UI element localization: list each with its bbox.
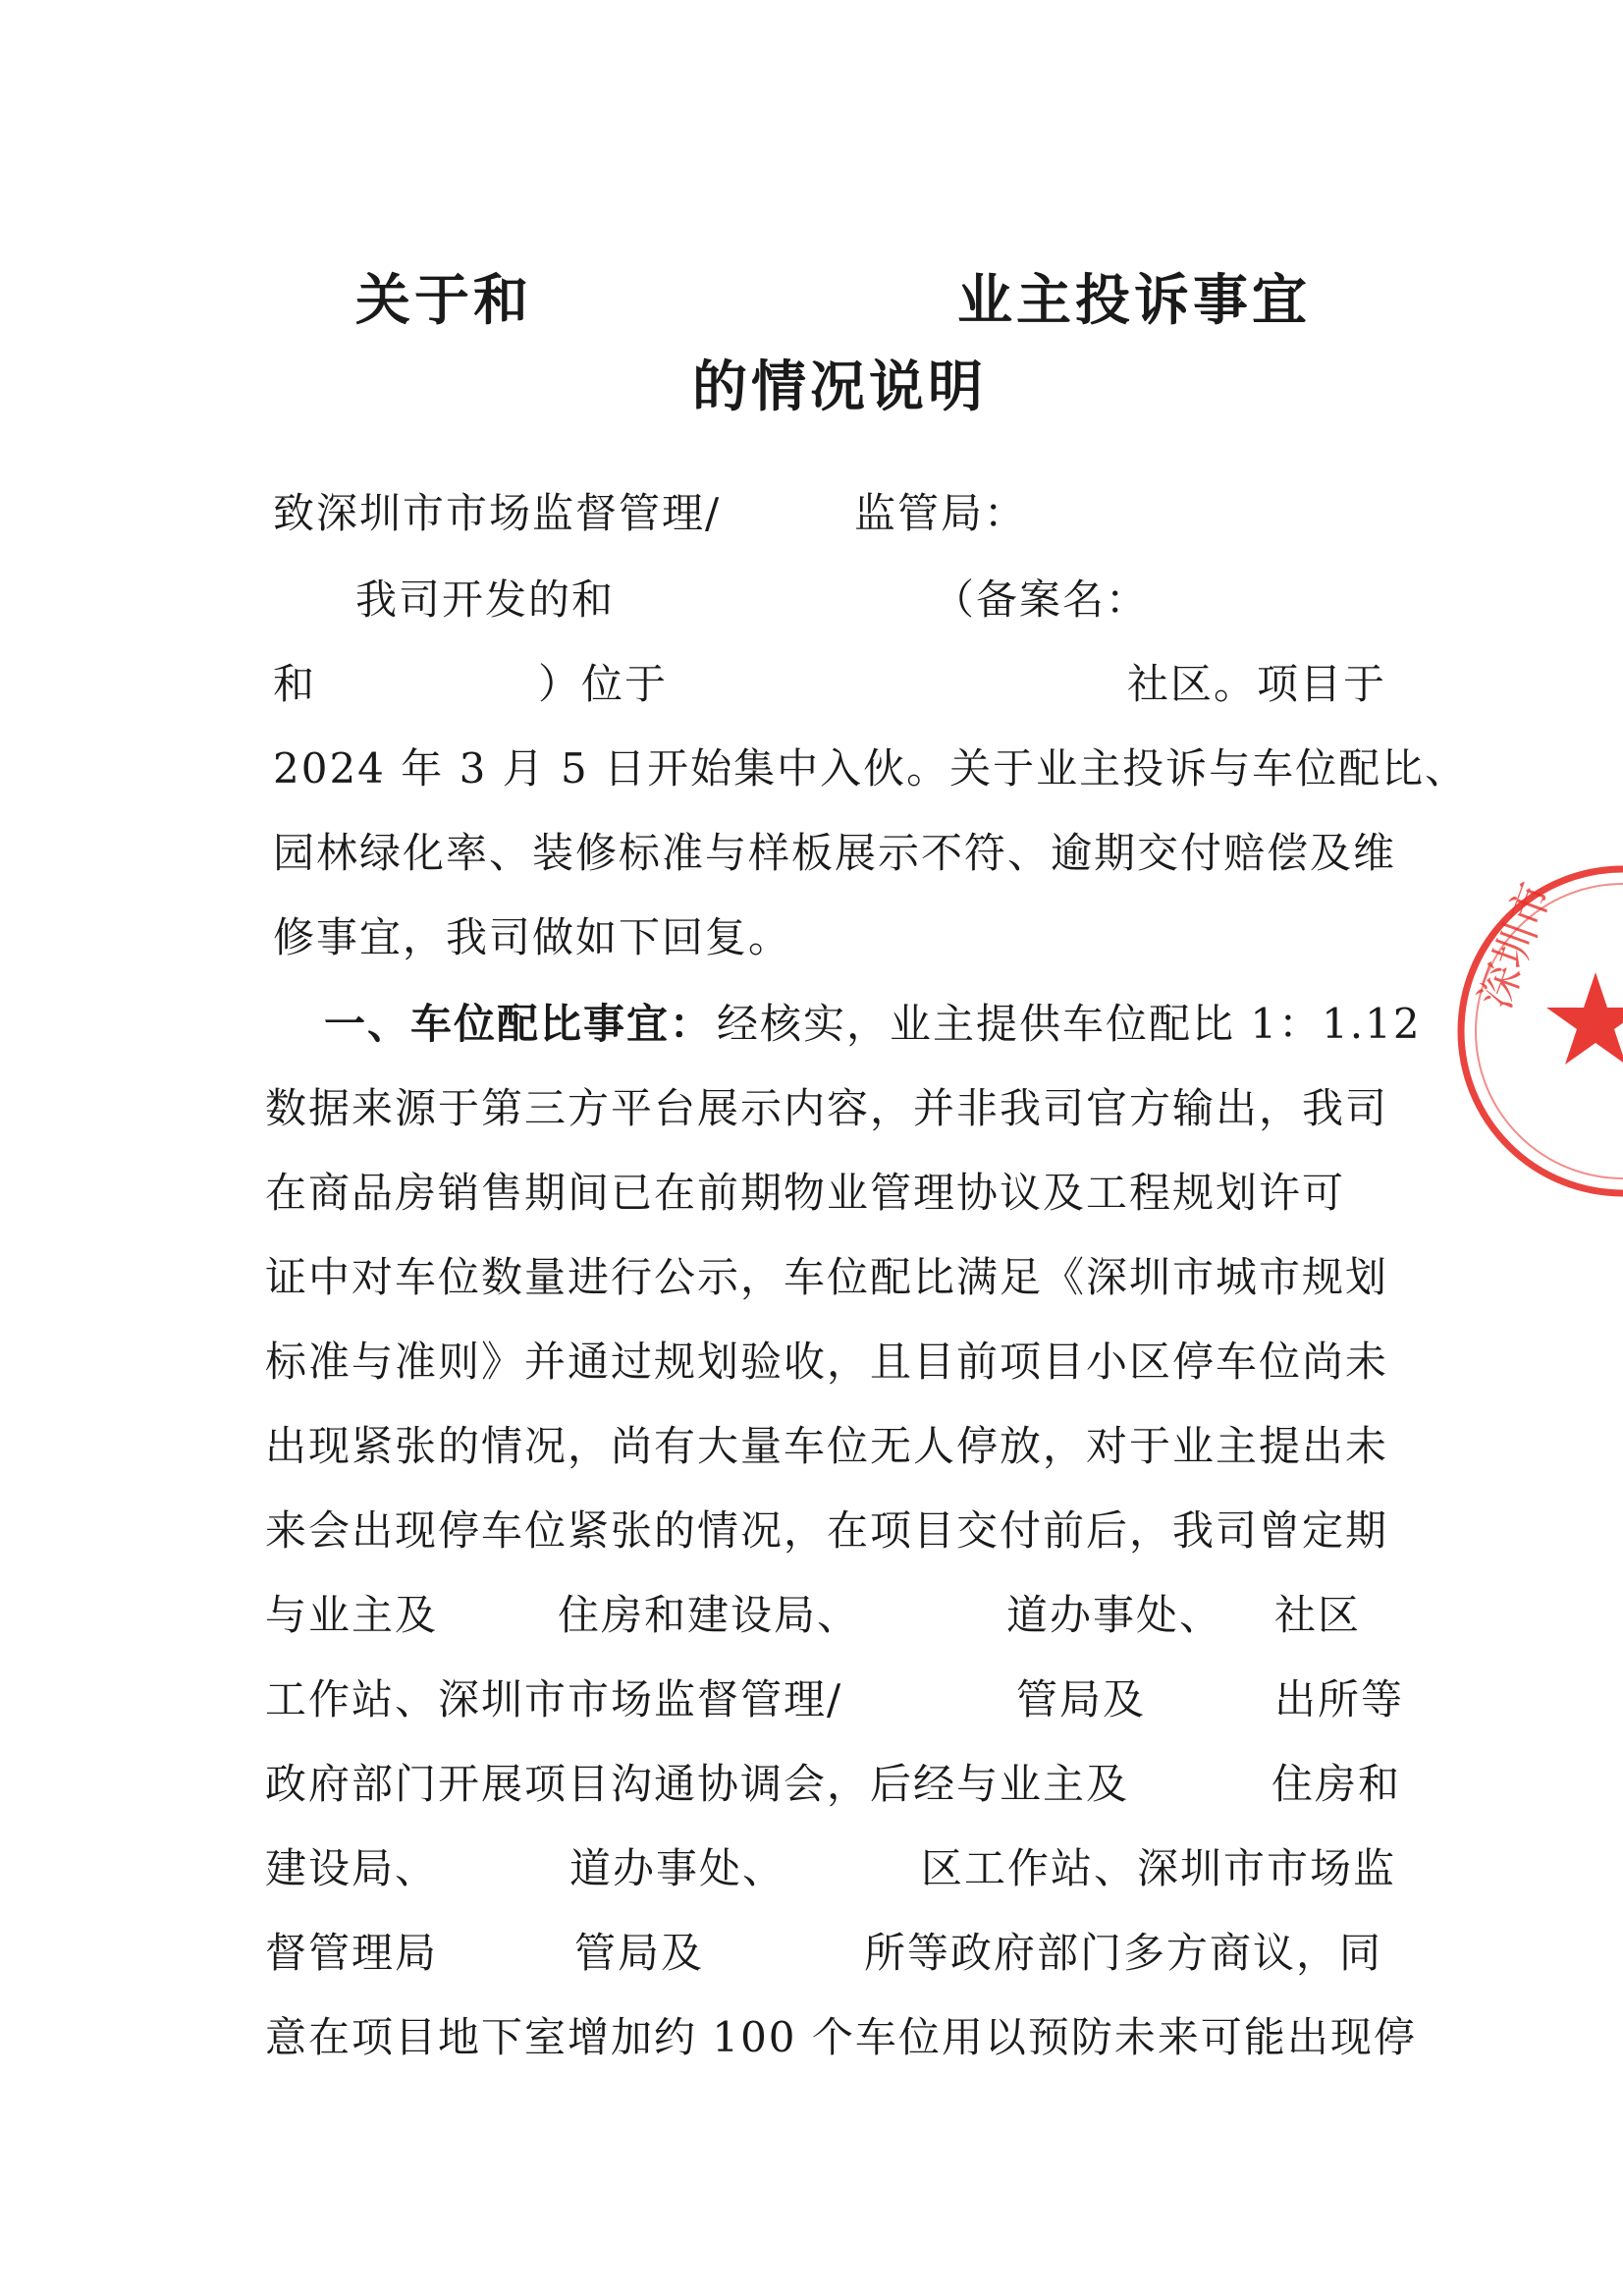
- section1-line9-c: 出所等: [1274, 1675, 1405, 1723]
- title-line2: 的情况说明: [692, 355, 987, 419]
- para1-line4: 修事宜，我司做如下回复。: [273, 913, 792, 961]
- section1-line10-a: 政府部门开展项目沟通协调会，后经与业主及: [265, 1760, 1130, 1808]
- section1-line9-a: 工作站、深圳市市场监督管理/: [265, 1675, 843, 1723]
- seal-text: 深圳市: [1470, 876, 1562, 1015]
- addressee-left: 致深圳市市场监督管理/: [273, 489, 722, 537]
- section1-line12-a: 督管理局: [265, 1929, 439, 1977]
- section1-line1: 经核实，业主提供车位配比 1：1.12: [717, 1000, 1422, 1048]
- seal-star-icon: [1546, 972, 1623, 1065]
- section1-line2: 数据来源于第三方平台展示内容，并非我司官方输出，我司: [265, 1084, 1389, 1132]
- section1-line11-c: 区工作站、深圳市市场监: [921, 1844, 1397, 1892]
- section1-line8-c: 道办事处、: [1006, 1591, 1223, 1639]
- section1-line8-d: 社区: [1274, 1591, 1362, 1639]
- section1-line10-b: 住房和: [1271, 1760, 1402, 1808]
- title-line1-left: 关于和: [355, 268, 532, 333]
- section1-line11-a: 建设局、: [265, 1844, 439, 1892]
- section1-line6: 出现紧张的情况，尚有大量车位无人停放，对于业主提出未: [265, 1422, 1389, 1470]
- section1-line11-b: 道办事处、: [569, 1844, 786, 1892]
- section1-line7: 来会出现停车位紧张的情况，在项目交付前后，我司曾定期: [265, 1506, 1389, 1555]
- section1-line8-b: 住房和建设局、: [558, 1591, 861, 1639]
- section1-line5: 标准与准则》并通过规划验收，且目前项目小区停车位尚未: [265, 1338, 1389, 1386]
- para1-line3: 园林绿化率、装修标准与样板展示不符、逾期交付赔偿及维: [273, 829, 1397, 877]
- section1-line12-b: 管局及: [574, 1929, 705, 1977]
- section1-heading: 一、车位配比事宜：: [324, 1000, 714, 1048]
- company-seal-stamp: [1448, 864, 1623, 1198]
- para1-line2: 2024 年 3 月 5 日开始集中入伙。关于业主投诉与车位配比、: [273, 744, 1469, 793]
- para1-line1-c: 和: [273, 660, 317, 708]
- addressee-right: 监管局：: [854, 489, 1028, 537]
- title-line1-right: 业主投诉事宜: [957, 268, 1311, 333]
- section1-line12-c: 所等政府部门多方商议，同: [864, 1929, 1383, 1977]
- section1-line8-a: 与业主及: [265, 1591, 439, 1639]
- para1-line1-e: 社区。项目于: [1127, 660, 1387, 708]
- section1-line13: 意在项目地下室增加约 100 个车位用以预防未来可能出现停: [265, 2013, 1417, 2061]
- section1-line4: 证中对车位数量进行公示，车位配比满足《深圳市城市规划: [265, 1253, 1389, 1301]
- section1-line3: 在商品房销售期间已在前期物业管理协议及工程规划许可: [265, 1169, 1346, 1217]
- para1-line1-a: 我司开发的和: [355, 575, 616, 624]
- para1-line1-d: ）位于: [538, 660, 669, 708]
- para1-line1-b: （备案名：: [933, 575, 1150, 624]
- section1-line9-b: 管局及: [1016, 1675, 1147, 1723]
